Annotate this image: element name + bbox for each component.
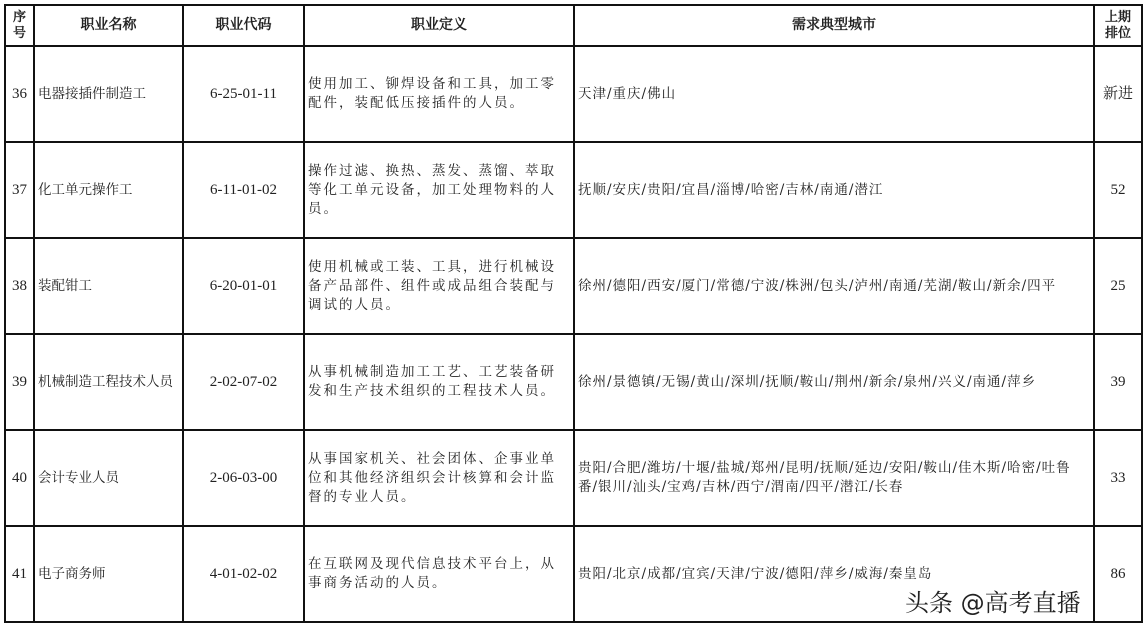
cell-definition: 使用机械或工装、工具，进行机械设备产品部件、组件或成品组合装配与调试的人员。 — [304, 238, 574, 334]
header-code: 职业代码 — [183, 5, 304, 46]
table-row — [5, 142, 1142, 238]
table-row — [5, 46, 1142, 142]
occupation-table — [4, 4, 1143, 623]
cell-name: 化工单元操作工 — [34, 142, 183, 238]
cell-definition: 使用加工、铆焊设备和工具，加工零配件，装配低压接插件的人员。 — [304, 46, 574, 142]
cell-name: 机械制造工程技术人员 — [34, 334, 183, 430]
cell-code: 4-01-02-02 — [183, 526, 304, 622]
cell-name: 电子商务师 — [34, 526, 183, 622]
cell-cities: 抚顺/安庆/贵阳/宜昌/淄博/哈密/吉林/南通/潜江 — [574, 142, 1094, 238]
header-row — [5, 5, 1142, 46]
cell-code: 6-25-01-11 — [183, 46, 304, 142]
cell-definition: 操作过滤、换热、蒸发、蒸馏、萃取等化工单元设备，加工处理物料的人员。 — [304, 142, 574, 238]
cell-seq: 37 — [5, 142, 34, 238]
cell-seq: 38 — [5, 238, 34, 334]
cell-last-rank: 25 — [1094, 238, 1142, 334]
cell-last-rank: 33 — [1094, 430, 1142, 526]
cell-seq: 41 — [5, 526, 34, 622]
cell-code: 2-06-03-00 — [183, 430, 304, 526]
table-row — [5, 430, 1142, 526]
cell-name: 会计专业人员 — [34, 430, 183, 526]
cell-definition: 从事机械制造加工工艺、工艺装备研发和生产技术组织的工程技术人员。 — [304, 334, 574, 430]
cell-definition: 在互联网及现代信息技术平台上，从事商务活动的人员。 — [304, 526, 574, 622]
cell-code: 6-11-01-02 — [183, 142, 304, 238]
cell-seq: 36 — [5, 46, 34, 142]
cell-cities: 徐州/景德镇/无锡/黄山/深圳/抚顺/鞍山/荆州/新余/泉州/兴义/南通/萍乡 — [574, 334, 1094, 430]
cell-definition: 从事国家机关、社会团体、企事业单位和其他经济组织会计核算和会计监督的专业人员。 — [304, 430, 574, 526]
header-definition: 职业定义 — [304, 5, 574, 46]
cell-cities: 徐州/德阳/西安/厦门/常德/宁波/株洲/包头/泸州/南通/芜湖/鞍山/新余/四平 — [574, 238, 1094, 334]
cell-cities: 贵阳/合肥/潍坊/十堰/盐城/郑州/昆明/抚顺/延边/安阳/鞍山/佳木斯/哈密/吐鲁番/银川/汕头/宝鸡/吉林/西宁/渭南/四平/潜江/长春 — [574, 430, 1094, 526]
cell-name: 装配钳工 — [34, 238, 183, 334]
cell-last-rank: 39 — [1094, 334, 1142, 430]
header-seq: 序号 — [5, 5, 34, 46]
header-cities: 需求典型城市 — [574, 5, 1094, 46]
cell-last-rank: 新进 — [1094, 46, 1142, 142]
cell-seq: 40 — [5, 430, 34, 526]
cell-last-rank: 86 — [1094, 526, 1142, 622]
cell-cities: 贵阳/北京/成都/宜宾/天津/宁波/德阳/萍乡/威海/秦皇岛 — [574, 526, 1094, 622]
cell-name: 电器接插件制造工 — [34, 46, 183, 142]
cell-cities: 天津/重庆/佛山 — [574, 46, 1094, 142]
cell-code: 2-02-07-02 — [183, 334, 304, 430]
table-row — [5, 334, 1142, 430]
cell-code: 6-20-01-01 — [183, 238, 304, 334]
header-name: 职业名称 — [34, 5, 183, 46]
cell-last-rank: 52 — [1094, 142, 1142, 238]
cell-seq: 39 — [5, 334, 34, 430]
header-last-rank: 上期排位 — [1094, 5, 1142, 46]
table-row — [5, 238, 1142, 334]
watermark: 头条 @高考直播 — [905, 589, 1081, 617]
